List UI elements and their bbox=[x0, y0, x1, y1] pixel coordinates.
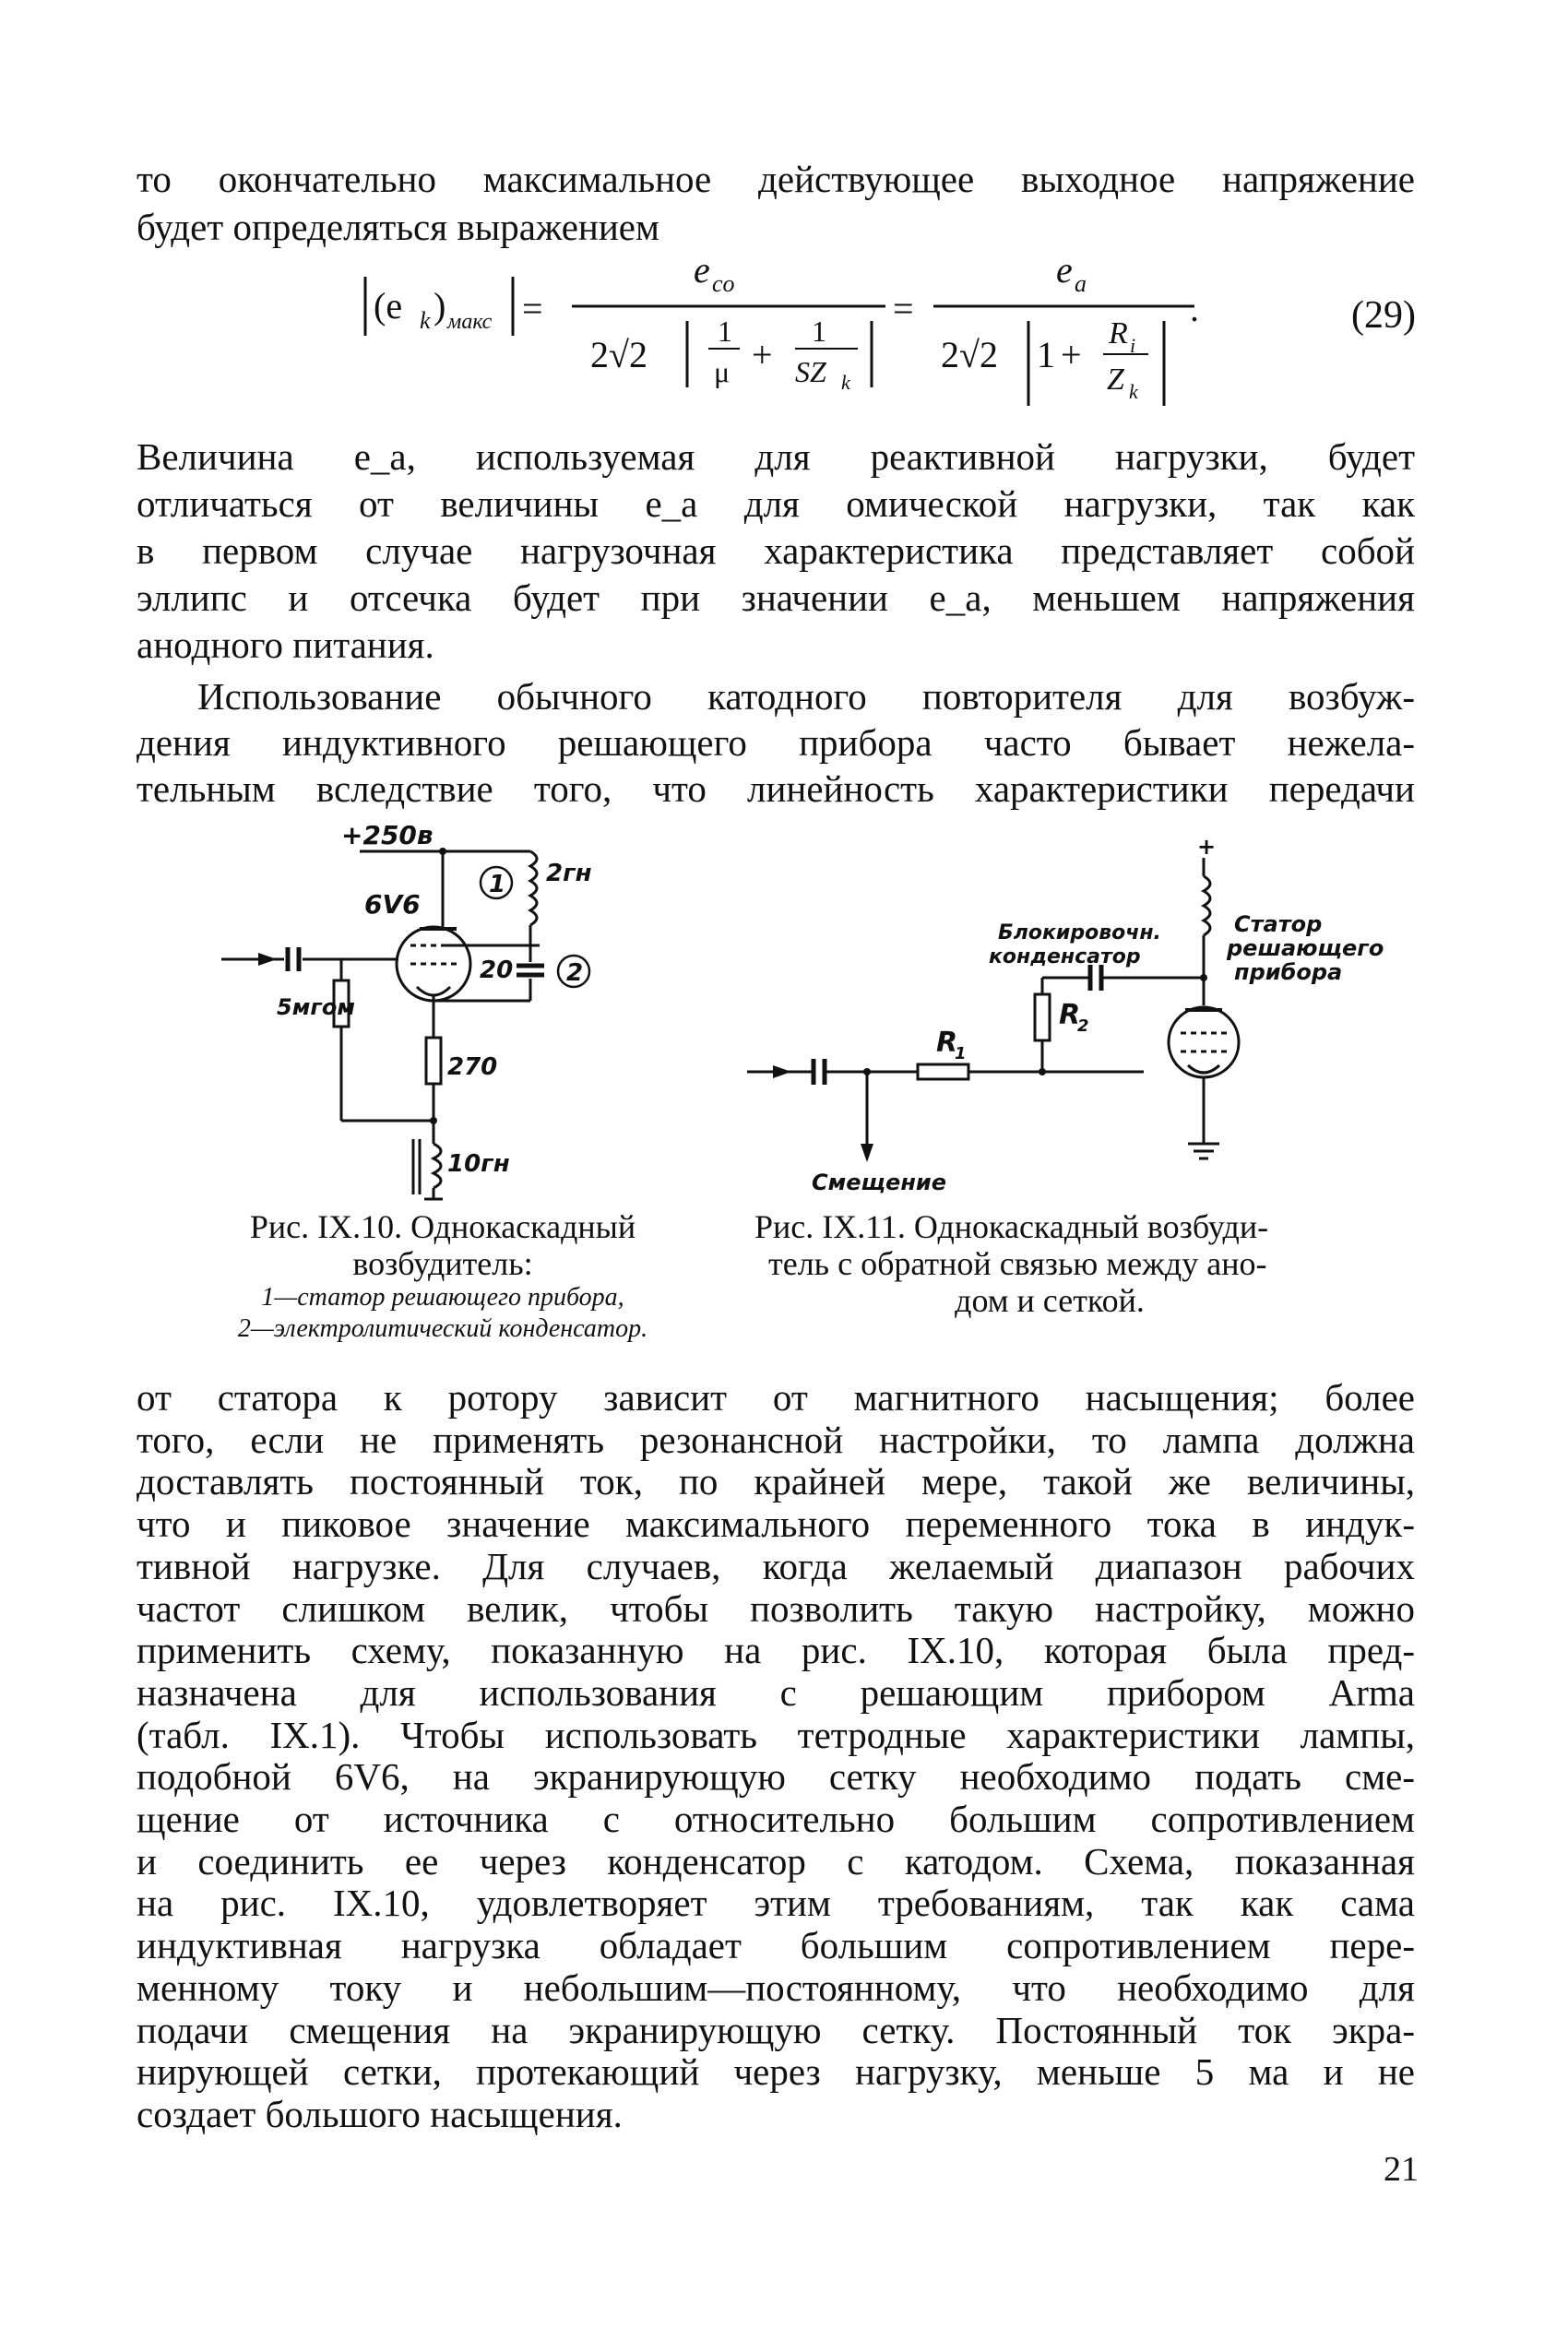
fig11-caption-line-3: дом и сеткой. bbox=[955, 1282, 1145, 1319]
equation-29 bbox=[0, 0, 1568, 443]
intro-line-1: то окончательно максимальное действующее выходное напряжение bbox=[137, 158, 1415, 200]
fig10-legend-2: 2—электролитический конденсатор. bbox=[237, 1314, 648, 1343]
fig11-label-r1: R bbox=[936, 1027, 958, 1059]
p3-line: применить схему, показанную на рис. IX.10, которая была пред- bbox=[137, 1629, 1415, 1672]
fig11-label-stator-3: прибора bbox=[1234, 959, 1343, 985]
eq-den1-frac2-sub: k bbox=[841, 371, 850, 394]
fig11-label-r2-sub: 2 bbox=[1077, 1016, 1089, 1036]
p3-line: частот слишком велик, чтобы позволить такую настройку, можно bbox=[137, 1586, 1415, 1630]
eq-den2-factor: 2√2 bbox=[941, 334, 998, 375]
fig11-label-stator-2: решающего bbox=[1227, 935, 1384, 961]
eq-den2-one: 1 bbox=[1037, 334, 1055, 375]
fig10-label-grid-res: 5мгом bbox=[277, 994, 355, 1020]
p2-line-2: дения индуктивного решающего прибора часто бывает нежела- bbox=[137, 721, 1415, 764]
page-number: 21 bbox=[1384, 2150, 1419, 2189]
p3-line: подобной 6V6, на экранирующую сетку необходимо подать сме- bbox=[137, 1755, 1415, 1799]
fig10-label-supply: +250в bbox=[341, 826, 434, 850]
fig11-label-block-cap-2: конденсатор bbox=[989, 945, 1141, 968]
figure-ix11-caption bbox=[754, 1208, 1400, 1319]
p3-line: щение от источника с относительно большим сопротивлением bbox=[137, 1798, 1415, 1841]
eq-den2-frac-num: R bbox=[1109, 316, 1128, 350]
p3-line: индуктивная нагрузка обладает большим сопротивлением пере- bbox=[137, 1924, 1415, 1967]
fig10-caption-title2: возбудитель: bbox=[352, 1245, 533, 1282]
fig10-label-cap: 20 bbox=[480, 956, 514, 984]
svg-text:.: . bbox=[1190, 288, 1199, 329]
fig11-caption-line-2: тель с обратной связью между ано- bbox=[768, 1245, 1267, 1282]
p3-line: тивной нагрузке. Для случаев, когда желаемый диапазон рабочих bbox=[137, 1544, 1415, 1587]
eq-den2-frac-den-sub: k bbox=[1129, 380, 1138, 403]
fig10-label-cath-res: 270 bbox=[447, 1053, 498, 1081]
eq-den1-plus: + bbox=[752, 334, 773, 375]
paragraph-1 bbox=[137, 434, 1415, 669]
eq-lhs-close: ) bbox=[434, 285, 446, 327]
p1-line-3: в первом случае нагрузочная характеристика представляет собой bbox=[137, 529, 1415, 572]
fig11-label-block-cap-1: Блокировочн. bbox=[998, 921, 1161, 944]
svg-text:=: = bbox=[893, 288, 914, 329]
p3-line: менному току и небольшим—постоянному, что необходимо для bbox=[137, 1966, 1415, 2009]
p3-line: что и пиковое значение максимального переменного тока в индук- bbox=[137, 1503, 1415, 1546]
eq-lhs-var: (e bbox=[374, 285, 403, 327]
eq-lhs-subscript: макс bbox=[447, 310, 493, 334]
fig11-label-stator-1: Статор bbox=[1234, 911, 1323, 937]
p3-line: доставлять постоянный ток, по крайней мере, такой же величины, bbox=[137, 1460, 1415, 1503]
figure-ix10-schematic bbox=[203, 826, 683, 1204]
paragraph-2 bbox=[137, 673, 1415, 812]
p1-line-4: эллипс и отсечка будет при значении e_a, меньшем напряжения bbox=[137, 576, 1415, 619]
eq-num1-sub: co bbox=[712, 270, 735, 297]
p3-line: нирующей сетки, протекающий через нагрузку, меньше 5 ма и не bbox=[137, 2050, 1415, 2094]
figure-ix11-schematic bbox=[747, 830, 1411, 1199]
eq-den1-factor: 2√2 bbox=[590, 334, 647, 375]
fig10-marker-2: 2 bbox=[566, 959, 584, 987]
eq-lhs-sub: k bbox=[420, 307, 431, 334]
fig10-label-choke2: 10гн bbox=[447, 1150, 510, 1178]
fig10-caption-title: Рис. IX.10. Однокаскадный bbox=[249, 1208, 636, 1245]
svg-text:=: = bbox=[522, 288, 543, 329]
eq-den1-frac2-den: SZ bbox=[795, 355, 826, 388]
eq-num1: e bbox=[694, 249, 710, 291]
p1-line-1: Величина e_a, используемая для реактивной нагрузки, будет bbox=[137, 435, 1415, 478]
eq-den1-mu: μ bbox=[714, 355, 731, 388]
fig11-label-plus: + bbox=[1197, 834, 1217, 860]
p3-line: и соединить ее через конденсатор с катодом. Схема, показанная bbox=[137, 1839, 1415, 1883]
fig11-caption-line-1: Рис. IX.11. Однокаскадный возбуди- bbox=[754, 1208, 1269, 1245]
eq-num2: e bbox=[1056, 249, 1073, 291]
eq-num2-sub: a bbox=[1075, 270, 1087, 297]
intro-line-2: будет определяться выражением bbox=[137, 206, 659, 248]
p3-line: (табл. IX.1). Чтобы использовать тетродные характеристики лампы, bbox=[137, 1713, 1415, 1756]
p2-line-1: Использование обычного катодного повторителя для возбуж- bbox=[197, 675, 1415, 718]
p3-line: на рис. IX.10, удовлетворяет этим требованиям, так как сама bbox=[137, 1882, 1415, 1925]
p3-line: создает большого насыщения. bbox=[137, 2092, 623, 2135]
fig11-label-r1-sub: 1 bbox=[955, 1044, 967, 1063]
eq-den2-plus: + bbox=[1061, 334, 1082, 375]
p3-line: подачи смещения на экранирующую сетку. Постоянный ток экра- bbox=[137, 2008, 1415, 2051]
p1-line-5: анодного питания. bbox=[137, 624, 434, 666]
p3-line: от статора к ротору зависит от магнитного насыщения; более bbox=[137, 1376, 1415, 1419]
figure-ix10-caption bbox=[194, 1208, 692, 1345]
p1-line-2: отличаться от величины e_a для омической нагрузки, так как bbox=[137, 482, 1415, 525]
fig11-label-bias: Смещение bbox=[812, 1170, 946, 1195]
fig11-label-r2: R bbox=[1059, 999, 1081, 1031]
eq-den1-frac2-num: 1 bbox=[812, 315, 826, 348]
fig10-legend-1: 1—статор решающего прибора, bbox=[261, 1283, 624, 1312]
eq-den2-frac-den: Z bbox=[1107, 362, 1124, 397]
p3-line: назначена для использования с решающим прибором Arma bbox=[137, 1670, 1415, 1714]
equation-number: (29) bbox=[1351, 294, 1416, 337]
p3-line: того, если не применять резонансной настройки, то лампа должна bbox=[137, 1418, 1415, 1461]
fig10-label-tube: 6V6 bbox=[364, 889, 421, 920]
fig10-label-choke1: 2гн bbox=[546, 860, 592, 887]
p2-line-3: тельным вследствие того, что линейность характеристики передачи bbox=[137, 767, 1415, 810]
fig10-marker-1: 1 bbox=[489, 871, 506, 898]
eq-den1-frac-num: 1 bbox=[718, 315, 732, 348]
eq-den2-frac-num-sub: i bbox=[1130, 334, 1136, 357]
paragraph-3 bbox=[137, 1377, 1415, 2136]
